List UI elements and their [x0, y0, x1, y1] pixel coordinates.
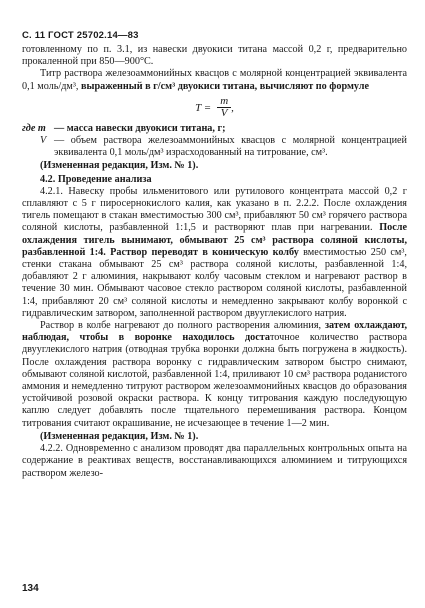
p421-text-bold: После охлаждения тигель вынимают, обмывают 25 см³ раствора соляной кислоты, разбавленной 1:4. Раствор переводят в коническую колбу — [22, 222, 407, 258]
where-v-symbol: V — [40, 135, 47, 147]
formula-numerator: m — [217, 96, 231, 108]
paragraph-preparation: готовленному по п. 3.1, из навески двуокиси титана массой 0,2 г, предварительно прокаленной при 850—900°С. — [22, 44, 407, 68]
running-header: С. 11 ГОСТ 25702.14—83 — [22, 30, 139, 41]
paragraph-titer — [22, 68, 407, 92]
p421-text-a: 4.2.1. Навеску пробы ильменитового или рутилового концентрата массой 0,2 г сплавляют с 5 г пиросернокислого калия, как указано в п. 2.2.2. После охлаждения тигель помещают в стакан вместимостью 300 см³, прибавляют 50 см³ горячего раствора соляной кислоты, разбавленной 1:1,5 и растворяют плав при нагревании. — [22, 185, 407, 234]
formula-end: , — [231, 101, 234, 114]
where-m-symbol: где m — [22, 122, 46, 134]
heating-text-c: точное количество раствора двууглекислого натрия (отводная трубка воронки должна быть погружена в жидкость). После охлаждения раствора воронку с гидравлическим затвором быстро снимают, обмывают соляной кислотой, разбавленной 1:4, приливают 10 см³ раствора роданистого аммония и немедленно титруют раствором железоаммонийных квасцов до образования устойчивой розовой окраски раствора. К концу титрования каждую последующую каплю следует добавлять после тщательного перемешивания раствора. Концом титрования считают окрашивание, не исчезающее в течение 1—2 мин. — [22, 332, 407, 429]
heating-text-a: Раствор в колбе нагревают до полного растворения алюминия, — [40, 320, 325, 332]
titer-text-bold: выраженный в г/см³ двуокиси титана, вычисляют по формуле — [81, 80, 369, 92]
section-heading-4-2: 4.2. Проведение анализа — [40, 173, 152, 185]
titer-formula — [22, 93, 407, 123]
p421-text-c: вместимостью 250 см³, стенки стакана обмывают 25 см³ раствора соляной кислоты, разбавленной 1:4, добавляют 2 г алюминия, накрывают колбу часовым стеклом и нагревают раствор в течение 30 мин. Обмывают часовое стекло раствором соляной кислоты, разбавленной 1:4, прибавляют 20 см³ соляной кислоты и немедленно закрывают колбу воронкой с гидравлическим затвором, заполненной раствором двууглекислого натрия. — [22, 246, 407, 319]
where-v-text: — объем раствора железоаммонийных квасцов с молярной концентрацией эквивалента 0,1 моль/дм³ израсходованный на титрование, см³. — [54, 135, 407, 159]
paragraph-4-2-2: 4.2.2. Одновременно с анализом проводят два параллельных контрольных опыта на содержание в реактивах веществ, восстанавливающихся алюминием и титрующихся раствором железо- — [22, 443, 407, 479]
where-v — [40, 135, 407, 159]
document-body — [22, 44, 407, 480]
page-number: 134 — [22, 583, 39, 594]
paragraph-heating — [22, 320, 407, 430]
titer-text: Титр раствора железоаммонийных квасцов с молярной концентрацией эквивалента 0,1 моль/дм³, — [22, 68, 407, 92]
formula-lhs: T = — [195, 101, 212, 114]
where-m-text: — масса навески двуокиси титана, г; — [54, 122, 226, 134]
revision-note-2: (Измененная редакция, Изм. № 1). — [40, 430, 199, 442]
where-m — [22, 123, 407, 135]
formula-denominator: V — [220, 107, 228, 120]
paragraph-4-2-1 — [22, 186, 407, 320]
revision-note-1: (Измененная редакция, Изм. № 1). — [40, 160, 199, 172]
heating-text-bold: затем охлаждают, наблюдая, чтобы в воронке находилось доста — [22, 320, 408, 344]
formula-fraction — [217, 96, 231, 119]
